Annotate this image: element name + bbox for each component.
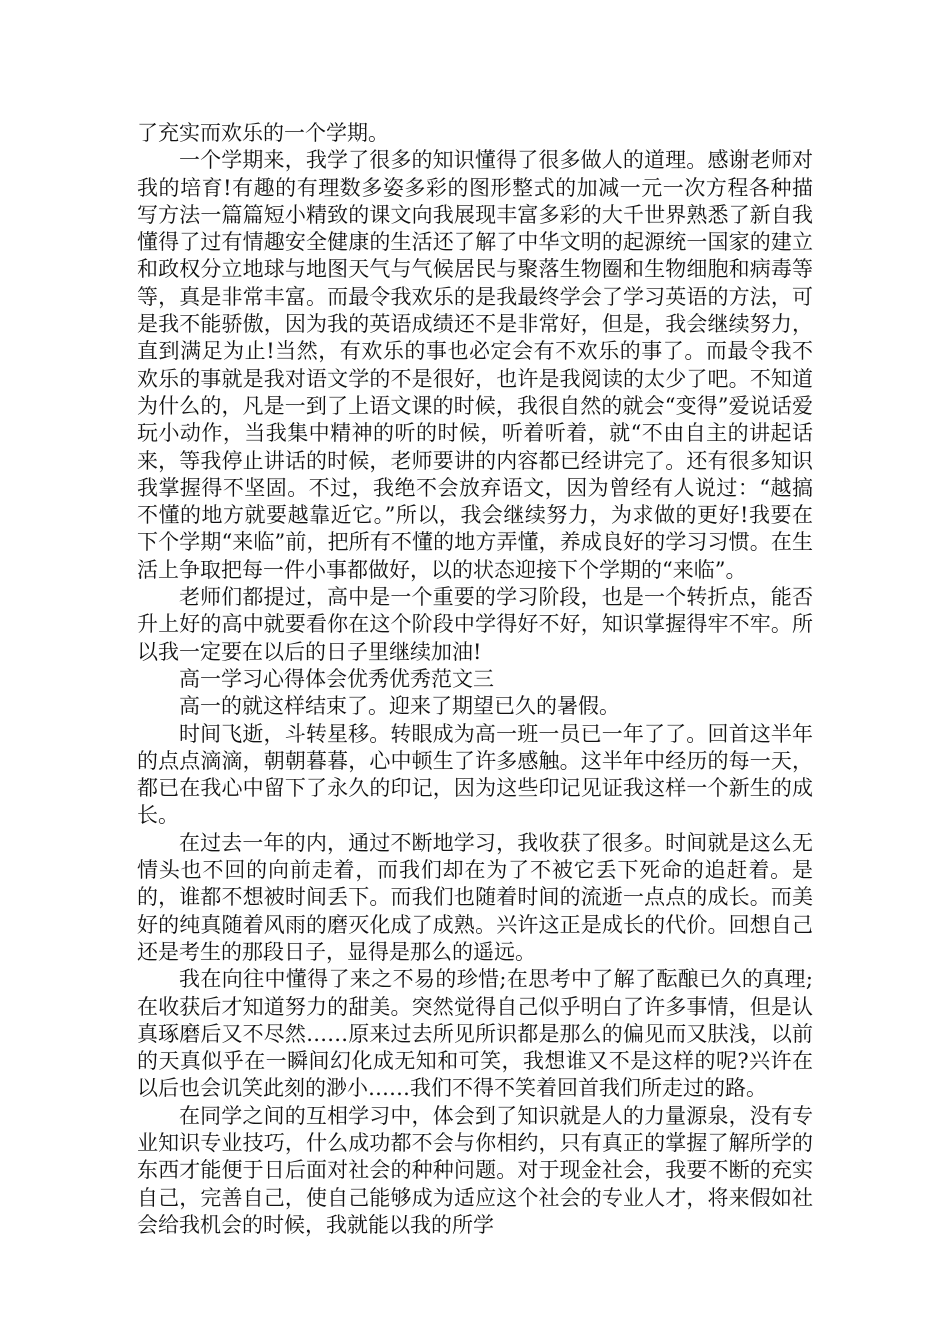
paragraph-7: 我在向往中懂得了来之不易的珍惜;在思考中了解了酝酿已久的真理;在收获后才知道努力的甜美。突然觉得自己似乎明白了许多事情，但是认真琢磨后又不尽然……原来过去所见所识都是那么的偏见而又肤浅，以前的天真似乎在一瞬间幻化成无知和可笑，我想谁又不是这样的呢?兴许在以后也会讥笑此刻的渺小……我们不得不笑着回首我们所走过的路。 — [137, 967, 813, 1101]
document-body — [137, 120, 813, 1239]
paragraph-4: 高一的就这样结束了。迎来了期望已久的暑假。 — [179, 694, 620, 719]
paragraph-5: 时间飞逝，斗转星移。转眼成为高一班一员已一年了了。回首这半年的点点滴滴，朝朝暮暮，心中顿生了许多感触。这半年中经历的每一天，都已在我心中留下了永久的印记，因为这些印记见证我这样一个新生的成长。 — [137, 721, 813, 828]
paragraph-8: 在同学之间的互相学习中，体会到了知识就是人的力量源泉，没有专业知识专业技巧，什么成功都不会与你相约，只有真正的掌握了解所学的东西才能便于日后面对社会的种种问题。对于现金社会，我要不断的充实自己，完善自己，使自己能够成为适应这个社会的专业人才，将来假如社会给我机会的时候，我就能以我的所学 — [137, 1103, 813, 1237]
paragraph-1: 了充实而欢乐的一个学期。 — [137, 121, 389, 145]
paragraph-6: 在过去一年的内，通过不断地学习，我收获了很多。时间就是这么无情头也不回的向前走着，而我们却在为了不被它丢下死命的追赶着。是的，谁都不想被时间丢下。而我们也随着时间的流逝一点点的成长。而美好的纯真随着风雨的磨灭化成了成熟。兴许这正是成长的代价。回想自己还是考生的那段日子，显得是那么的遥远。 — [137, 830, 813, 964]
paragraph-2: 一个学期来，我学了很多的知识懂得了很多做人的道理。感谢老师对我的培育!有趣的有理数多姿多彩的图形整式的加减一元一次方程各种描写方法一篇篇短小精致的课文向我展现丰富多彩的大千世界熟悉了新自我懂得了过有情趣安全健康的生活还了解了中华文明的起源统一国家的建立和政权分立地球与地图天气与气候居民与聚落生物圈和生物细胞和病毒等等，真是非常丰富。而最令我欢乐的是我最终学会了学习英语的方法，可是我不能骄傲，因为我的英语成绩还不是非常好，但是，我会继续努力，直到满足为止!当然，有欢乐的事也必定会有不欢乐的事了。而最令我不欢乐的事就是我对语文学的不是很好，也许是我阅读的太少了吧。不知道为什么的，凡是一到了上语文课的时候，我很自然的就会“变得”爱说话爱玩小动作，当我集中精神的听的时候，听着听着，就“不由自主的讲起话来，等我停止讲话的时候，老师要讲的内容都已经讲完了。还有很多知识我掌握得不坚固。不过，我绝不会放弃语文，因为曾经有人说过：“越搞不懂的地方就要越靠近它。”所以，我会继续努力，为求做的更好!我要在下个学期“来临”前，把所有不懂的地方弄懂，养成良好的学习习惯。在生活上争取把每一件小事都做好，以的状态迎接下个学期的“来临”。 — [137, 148, 813, 582]
section-heading: 高一学习心得体会优秀优秀范文三 — [179, 666, 494, 691]
paragraph-3: 老师们都提过，高中是一个重要的学习阶段，也是一个转折点，能否升上好的高中就要看你在这个阶段中学得好不好，知识掌握得牢不牢。所以我一定要在以后的日子里继续加油! — [137, 585, 813, 664]
